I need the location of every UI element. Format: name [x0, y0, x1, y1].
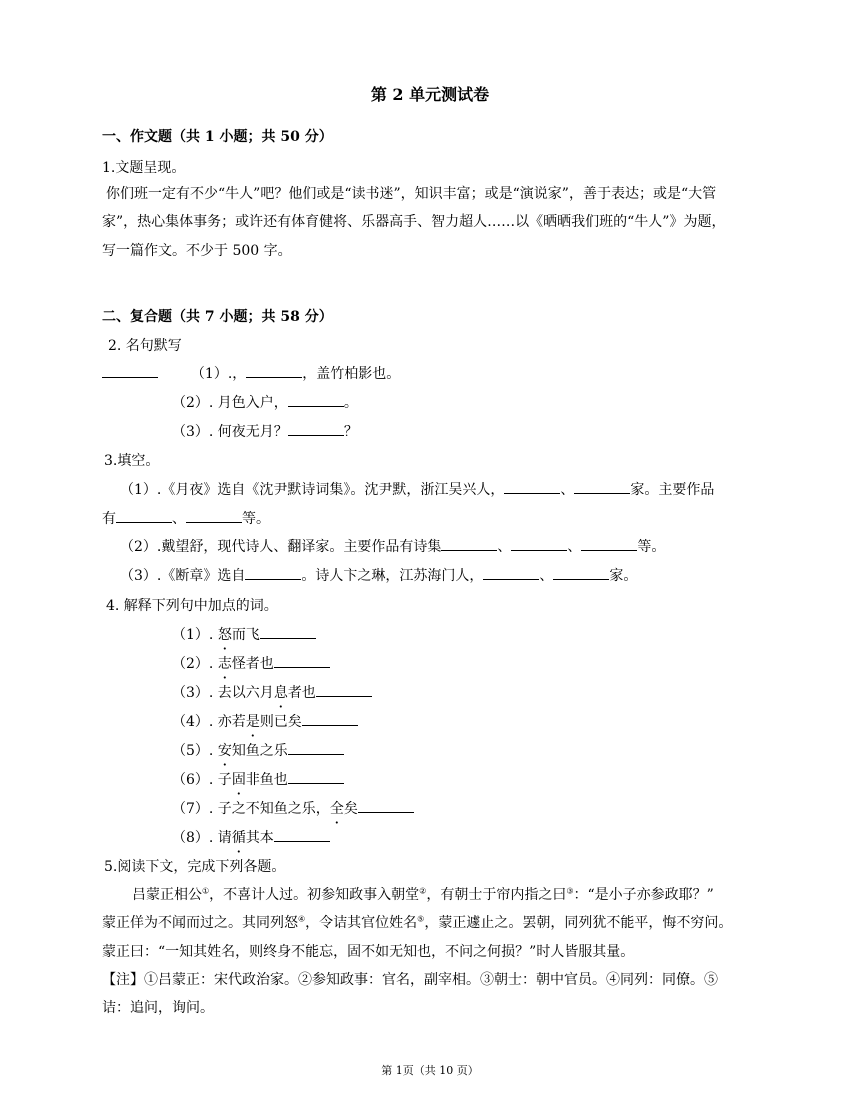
q1-line2: 家”，热心集体事务；或许还有体育健将、乐器高手、智力超人……以《晒晒我们班的“牛人”》为题， — [102, 214, 726, 230]
q4-item-4: （4）. 亦若是则已矣 — [172, 711, 358, 731]
q1-line3: 写一篇作文。不少于 500 字。 — [102, 243, 292, 259]
note-line2: 诘：追问，询问。 — [102, 1000, 214, 1016]
q3-item3: （3）.《断章》选自 。诗人卞之琳，江苏海门人， 、 家。 — [120, 568, 638, 584]
q5-passage-line1: 吕蒙正相公①，不喜计人过。初参知政事入朝堂②，有朝士于帘内指之曰③：“是小子亦参政耶？” — [132, 886, 714, 903]
blank[interactable] — [274, 655, 330, 668]
blank[interactable] — [186, 510, 242, 523]
q5-label: 5.阅读下文，完成下列各题。 — [104, 859, 286, 875]
q3-label: 3.填空。 — [104, 453, 160, 469]
q4-item-1: （1）. 怒而飞 — [172, 624, 316, 644]
q4-label: 4. 解释下列句中加点的词。 — [106, 598, 278, 614]
q1-line1: 你们班一定有不少“牛人”吧？他们或是“读书迷”，知识丰富；或是“演说家”，善于表达；或是“大管 — [106, 186, 717, 202]
blank[interactable] — [358, 800, 414, 813]
page-title: 第 2 单元测试卷 — [370, 85, 490, 104]
blank[interactable] — [574, 481, 630, 494]
q4-item-5: （5）. 安知鱼之乐 — [172, 740, 344, 760]
blank[interactable] — [288, 423, 344, 436]
q5-passage-line3: 蒙正曰：“一知其姓名，则终身不能忘，固不如无知也，不问之何损？”时人皆服其量。 — [102, 944, 635, 960]
blank[interactable] — [553, 567, 609, 580]
q4-item-2: （2）. 志怪者也 — [172, 653, 330, 673]
blank[interactable] — [246, 365, 302, 378]
q4-item-3: （3）. 去以六月息者也 — [172, 682, 372, 702]
blank[interactable] — [511, 538, 567, 551]
q3-item2: （2）.戴望舒，现代诗人、翻译家。主要作品有诗集 、 、 等。 — [120, 539, 666, 555]
q2-label: 2. 名句默写 — [108, 338, 182, 354]
blank[interactable] — [581, 538, 637, 551]
blank[interactable] — [102, 365, 158, 378]
blank[interactable] — [288, 394, 344, 407]
q1-label: 1.文题呈现。 — [102, 160, 186, 176]
blank[interactable] — [245, 567, 301, 580]
blank[interactable] — [316, 684, 372, 697]
blank[interactable] — [274, 829, 330, 842]
section1-heading: 一、作文题（共 1 小题；共 50 分） — [102, 129, 333, 145]
blank[interactable] — [260, 626, 316, 639]
blank[interactable] — [288, 771, 344, 784]
section2-heading: 二、复合题（共 7 小题；共 58 分） — [102, 309, 333, 325]
blank[interactable] — [288, 742, 344, 755]
blank[interactable] — [441, 538, 497, 551]
q5-passage-line2: 蒙正佯为不闻而过之。其同列怒④，令诘其官位姓名⑤，蒙正遽止之。罢朝，同列犹不能平，悔不穷问。 — [102, 914, 733, 931]
blank[interactable] — [116, 510, 172, 523]
q4-item-7: （7）. 子之不知鱼之乐，全矣 — [172, 798, 414, 818]
blank[interactable] — [504, 481, 560, 494]
q2-item2: （2）. 月色入户， 。 — [172, 395, 358, 411]
q4-item-8: （8）. 请循其本 — [172, 827, 330, 847]
blank[interactable] — [483, 567, 539, 580]
q4-item-6: （6）. 子固非鱼也 — [172, 769, 344, 789]
page-footer: 第 1页（共 10 页） — [381, 1064, 479, 1077]
q2-item3: （3）. 何夜无月？ ？ — [172, 424, 358, 440]
q3-item1-line1: （1）.《月夜》选自《沈尹默诗词集》。沈尹默，浙江吴兴人， 、 家。主要作品 — [120, 482, 715, 498]
q2-item1: （1）.， ，盖竹柏影也。 — [102, 363, 400, 383]
q3-item1-line2: 有 、 等。 — [102, 511, 270, 527]
note-line1: 【注】①吕蒙正：宋代政治家。②参知政事：官名，副宰相。③朝士：朝中官员。④同列：同僚。⑤ — [102, 972, 718, 988]
blank[interactable] — [302, 713, 358, 726]
